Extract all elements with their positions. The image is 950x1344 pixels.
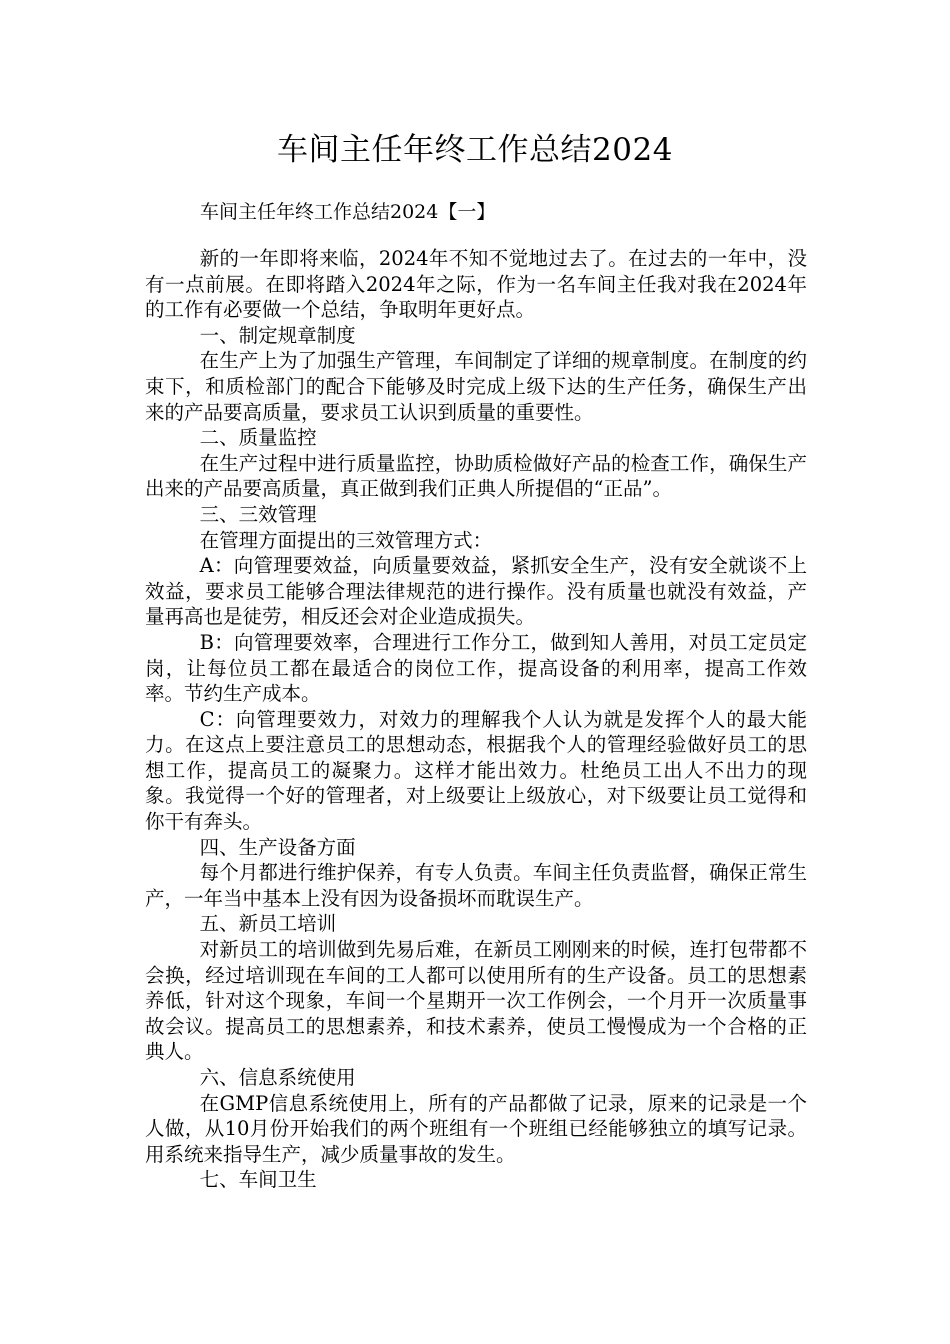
section-heading-rules: 一、制定规章制度 (199, 323, 356, 347)
document-title: 车间主任年终工作总结2024 (277, 132, 673, 168)
paragraph-quality: 在生产过程中进行质量监控，协助质检做好产品的检查工作，确保生产出来的产品要高质量，真正做到我们正典人所提倡的“正品”。 (145, 451, 807, 501)
document-body (145, 246, 807, 1193)
section-heading-equipment: 四、生产设备方面 (199, 835, 356, 859)
paragraph-three-effects-intro: 在管理方面提出的三效管理方式： (199, 528, 493, 552)
section-heading-three-effects: 三、三效管理 (199, 502, 317, 526)
section-heading-info-system: 六、信息系统使用 (199, 1066, 356, 1089)
section-heading-training: 五、新员工培训 (199, 912, 337, 936)
document-subtitle: 车间主任年终工作总结2024【一】 (200, 201, 496, 223)
paragraph-intro: 新的一年即将来临，2024年不知不觉地过去了。在过去的一年中，没有一点前展。在即将踏入2024年之际，作为一名车间主任我对我在2024年的工作有必要做一个总结，争取明年更好点。 (145, 247, 807, 322)
paragraph-effect-c: C：向管理要效力，对效力的理解我个人认为就是发挥个人的最大能力。在这点上要注意员工的思想动态，根据我个人的管理经验做好员工的思想工作，提高员工的凝聚力。这样才能出效力。杜绝员工出人不出力的现象。我觉得一个好的管理者，对上级要让上级放心，对下级要让员工觉得和你干有奔头。 (145, 707, 807, 834)
paragraph-equipment: 每个月都进行维护保养，有专人负责。车间主任负责监督，确保正常生产，一年当中基本上没有因为设备损坏而耽误生产。 (145, 861, 807, 910)
paragraph-effect-a: A：向管理要效益，向质量要效益，紧抓安全生产，没有安全就谈不上效益，要求员工能够合理法律规范的进行操作。没有质量也就没有效益，产量再高也是徒劳，相反还会对企业造成损失。 (145, 554, 807, 629)
section-heading-quality: 二、质量监控 (199, 426, 317, 450)
section-heading-hygiene: 七、车间卫生 (199, 1168, 317, 1192)
paragraph-training: 对新员工的培训做到先易后难，在新员工刚刚来的时候，连打包带都不会换，经过培训现在车间的工人都可以使用所有的生产设备。员工的思想素养低，针对这个现象，车间一个星期开一次工作例会，一个月开一次质量事故会议。提高员工的思想素养，和技术素养，使员工慢慢成为一个合格的正典人。 (145, 938, 807, 1064)
paragraph-rules: 在生产上为了加强生产管理，车间制定了详细的规章制度。在制度的约束下，和质检部门的配合下能够及时完成上级下达的生产任务，确保生产出来的产品要高质量，要求员工认识到质量的重要性。 (145, 349, 807, 424)
paragraph-info-system: 在GMP信息系统使用上，所有的产品都做了记录，原来的记录是一个人做，从10月份开始我们的两个班组有一个班组已经能够独立的填写记录。用系统来指导生产，减少质量事故的发生。 (145, 1091, 807, 1166)
paragraph-effect-b: B：向管理要效率，合理进行工作分工，做到知人善用，对员工定员定岗，让每位员工都在最适合的岗位工作，提高设备的利用率，提高工作效率。节约生产成本。 (145, 630, 807, 706)
